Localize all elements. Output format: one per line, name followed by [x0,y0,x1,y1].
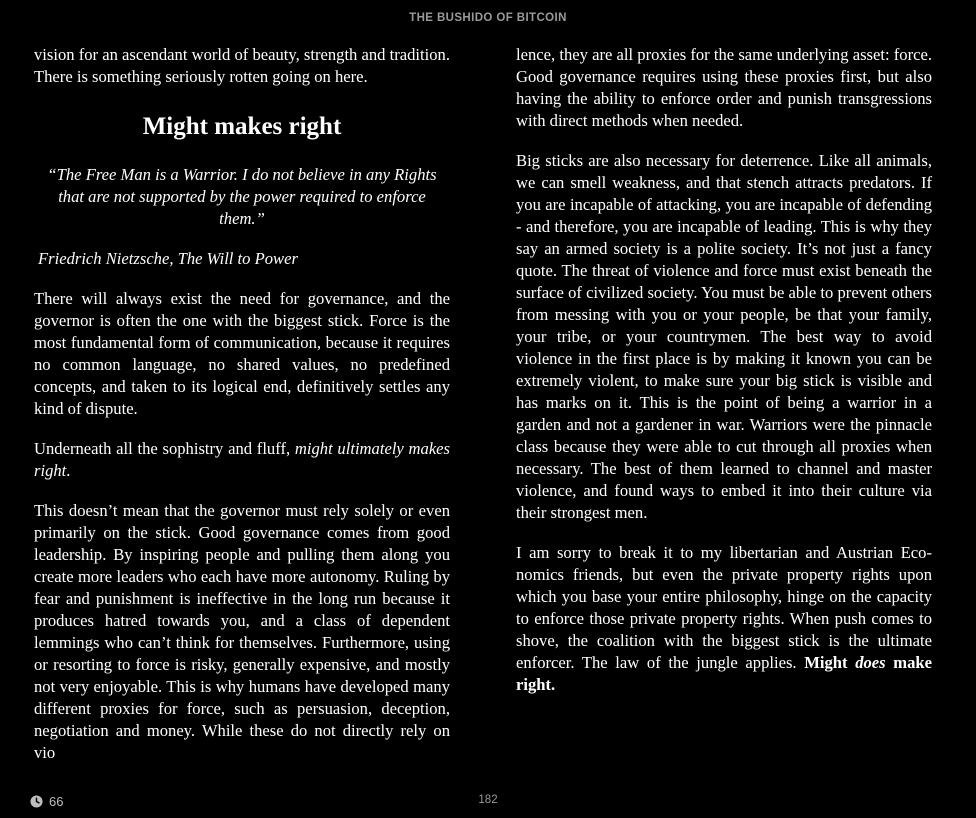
paragraph-text: Underneath all the sophistry and fluff, [34,439,295,458]
paragraph: Big sticks are also necessary for deterrence. Like all animals, we can smell weakness, and that stench attracts predators. If you are incapable of attacking, you are incapable of defending - and therefore, you are incapable of leading. This is why they say an armed society is a polite society. It’s not just a fancy quote. The threat of violence and force must exist beneath the surface of civilized society. You must be able to prevent others from messing with you or your people, be that your family, your tribe, or your countrymen. The best way to avoid violence in the first place is by making it known you can be extremely violent, to make sure your big stick is visible and has marks on it. This is the point of being a warrior in a garden and not a gardener in war. Warriors were the pinnacle class because they were able to cut through all proxies when necessary. The best of them learned to channel and master violence, and found ways to embed it into their culture via their strongest men. [516,151,932,522]
bold-italic-text: does [855,653,886,672]
right-page-column [516,44,932,714]
paragraph [34,438,450,482]
left-page-column [34,44,450,782]
paragraph [516,542,932,696]
epigraph-attribution: Friedrich Nietzsche, The Will to Power [38,249,298,268]
paragraph-continued: vision for an ascendant world of beauty, strength and tradition. There is something seriously rotten going on here. [34,45,450,86]
paragraph-text: I am sorry to break it to my libertarian and Austrian Economics friends, but even the private property rights upon which you base your entire philosophy, hinge on the capacity to enforce those private property rights. When push comes to shove, the coalition with the biggest stick is the ultimate enforcer. The law of the jungle applies. [516,543,932,672]
section-heading: Might makes right [142,113,342,140]
page-number: 182 [478,794,498,806]
paragraph-continued: lence, they are all proxies for the same underlying asset: force. Good governance requires using these proxies first, but also having the ability to enforce order and punish transgressions with direct methods when needed. [516,45,932,130]
paragraph: There will always exist the need for governance, and the governor is often the one with the biggest stick. Force is the most fundamental form of communication, because it requires no common language, no shared values, no predefined concepts, and taken to its logical end, definitively settles any kind of dispute. [34,289,450,418]
paragraph: This doesn’t mean that the governor must rely solely or even primarily on the stick. Good governance comes from good leadership. By inspiring people and pulling them along you create more leaders who each have more autonomy. Ruling by fear and punishment is ineffective in the long run because it produces hatred towards you, and a class of dependent lemmings who can’t think for themselves. Furthermore, using or resorting to force is risky, generally expensive, and mostly not very enjoyable. This is why humans have developed many different proxies for force, such as persuasion, deception, negotiation and money. While these do not directly rely on vio [34,501,450,762]
bold-text: make right. [516,653,932,694]
paragraph-text: . [66,461,71,480]
bold-text: Might [804,653,856,672]
emphasis-text: might ultimately makes right [34,439,451,480]
minutes-left-value: 66 [49,794,64,809]
epigraph-quote: “The Free Man is a Warrior. I do not believe in any Rights that are not supported by the power required to enforce them.” [47,165,437,228]
book-title: THE BUSHIDO OF BITCOIN [409,12,567,24]
